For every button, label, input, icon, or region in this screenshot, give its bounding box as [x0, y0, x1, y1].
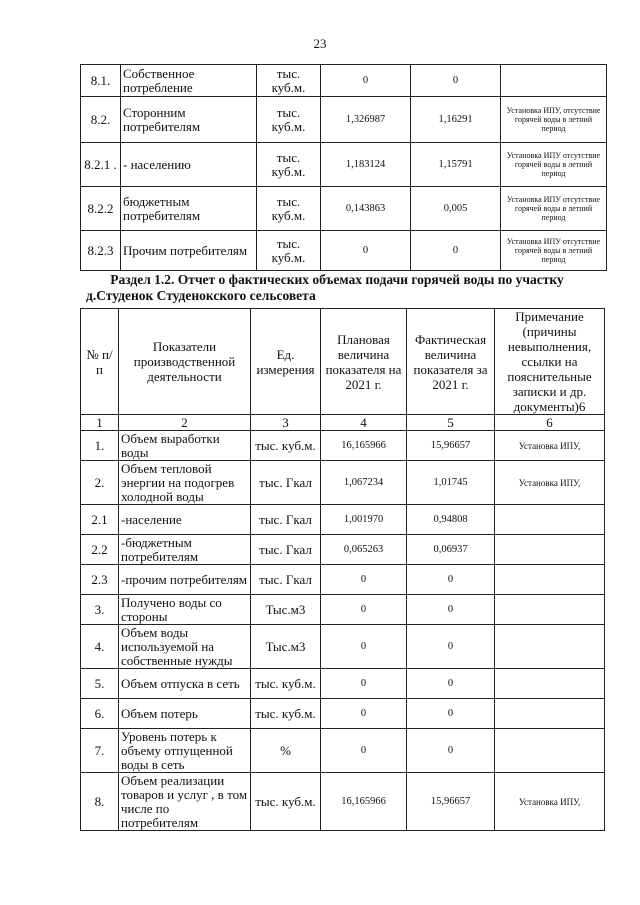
- table-row: [81, 97, 607, 143]
- table-row: [81, 699, 605, 729]
- row-note: [495, 535, 605, 565]
- row-name: -население: [119, 505, 251, 535]
- row-plan: 0: [321, 669, 407, 699]
- table-row: [81, 773, 605, 831]
- row-number: 8.2.2: [81, 187, 121, 231]
- row-number: 8.2.3: [81, 231, 121, 271]
- row-note: Установка ИПУ, отсутствие горячей воды в летний период: [501, 97, 607, 143]
- row-unit: тыс. куб.м.: [257, 97, 321, 143]
- row-plan: 1,001970: [321, 505, 407, 535]
- header-num: № п/п: [81, 309, 119, 415]
- row-note: [501, 65, 607, 97]
- row-number: 4.: [81, 625, 119, 669]
- row-number: 1.: [81, 431, 119, 461]
- table-row: [81, 143, 607, 187]
- row-plan: 0,065263: [321, 535, 407, 565]
- table-row: [81, 535, 605, 565]
- row-number: 8.2.: [81, 97, 121, 143]
- row-unit: тыс. Гкал: [251, 461, 321, 505]
- row-fact: 0: [407, 729, 495, 773]
- header-note: Примечание (причины невыполнения, ссылки на пояснительные записки и др. документы)6: [495, 309, 605, 415]
- row-fact: 15,96657: [407, 431, 495, 461]
- section-title: [72, 272, 602, 304]
- row-name: Объем потерь: [119, 699, 251, 729]
- row-note: Установка ИПУ отсутствие горячей воды в летний период: [501, 187, 607, 231]
- row-name: Объем отпуска в сеть: [119, 669, 251, 699]
- row-fact: 0: [411, 65, 501, 97]
- table-row: [81, 461, 605, 505]
- row-name: -прочим потребителям: [119, 565, 251, 595]
- page-number: 23: [313, 36, 327, 51]
- section-title-line1: Раздел 1.2. Отчет о фактических объемах подачи горячей воды по участку: [110, 272, 564, 287]
- row-number: 2.1: [81, 505, 119, 535]
- row-note: [495, 565, 605, 595]
- row-unit: тыс. куб.м.: [251, 431, 321, 461]
- row-unit: %: [251, 729, 321, 773]
- row-fact: 0: [411, 231, 501, 271]
- row-note: [495, 729, 605, 773]
- header-fact: Фактическая величина показателя за 2021 г.: [407, 309, 495, 415]
- row-fact: 0,005: [411, 187, 501, 231]
- row-fact: 0: [407, 699, 495, 729]
- column-number-row: [81, 415, 605, 431]
- table-row: [81, 729, 605, 773]
- row-plan: 1,326987: [321, 97, 411, 143]
- row-plan: 1,183124: [321, 143, 411, 187]
- row-name: Объем воды используемой на собственные нужды: [119, 625, 251, 669]
- table-row: [81, 187, 607, 231]
- row-plan: 0: [321, 729, 407, 773]
- col-number: 5: [407, 415, 495, 431]
- table-row: [81, 65, 607, 97]
- row-plan: 16,165966: [321, 431, 407, 461]
- row-name: - населению: [121, 143, 257, 187]
- row-unit: Тыс.м3: [251, 625, 321, 669]
- row-unit: тыс. куб.м.: [251, 669, 321, 699]
- row-number: 2.2: [81, 535, 119, 565]
- row-plan: 0: [321, 565, 407, 595]
- row-fact: 0: [407, 565, 495, 595]
- row-fact: 0: [407, 669, 495, 699]
- row-note: Установка ИПУ отсутствие горячей воды в летний период: [501, 143, 607, 187]
- row-plan: 0: [321, 625, 407, 669]
- row-unit: тыс. куб.м.: [257, 187, 321, 231]
- row-note: [495, 669, 605, 699]
- row-fact: 0,06937: [407, 535, 495, 565]
- row-number: 5.: [81, 669, 119, 699]
- row-number: 3.: [81, 595, 119, 625]
- col-number: 4: [321, 415, 407, 431]
- table-row: [81, 595, 605, 625]
- row-name: бюджетным потребителям: [121, 187, 257, 231]
- header-name: Показатели производственной деятельности: [119, 309, 251, 415]
- table-row: [81, 431, 605, 461]
- row-plan: 0,143863: [321, 187, 411, 231]
- table-row: [81, 505, 605, 535]
- hot-water-report-table: [80, 308, 605, 831]
- row-note: [495, 625, 605, 669]
- water-consumers-table: [80, 64, 607, 271]
- row-name: Объем реализации товаров и услуг , в том числе по потребителям: [119, 773, 251, 831]
- row-unit: тыс. куб.м.: [257, 231, 321, 271]
- row-name: Собственное потребление: [121, 65, 257, 97]
- row-plan: 0: [321, 595, 407, 625]
- row-unit: тыс. Гкал: [251, 565, 321, 595]
- row-fact: 1,15791: [411, 143, 501, 187]
- row-unit: тыс. Гкал: [251, 505, 321, 535]
- row-fact: 15,96657: [407, 773, 495, 831]
- row-note: Установка ИПУ отсутствие горячей воды в летний период: [501, 231, 607, 271]
- row-unit: тыс. куб.м.: [257, 143, 321, 187]
- row-number: 8.1.: [81, 65, 121, 97]
- row-note: [495, 505, 605, 535]
- row-plan: 0: [321, 231, 411, 271]
- row-plan: 0: [321, 65, 411, 97]
- row-name: Сторонним потребителям: [121, 97, 257, 143]
- row-unit: тыс. Гкал: [251, 535, 321, 565]
- row-unit: тыс. куб.м.: [251, 773, 321, 831]
- row-note: [495, 699, 605, 729]
- table-row: [81, 625, 605, 669]
- row-name: Объем выработки воды: [119, 431, 251, 461]
- col-number: 2: [119, 415, 251, 431]
- row-name: Объем тепловой энергии на подогрев холодной воды: [119, 461, 251, 505]
- row-name: Прочим потребителям: [121, 231, 257, 271]
- row-name: Уровень потерь к объему отпущенной воды в сеть: [119, 729, 251, 773]
- row-unit: тыс. куб.м.: [251, 699, 321, 729]
- row-note: Установка ИПУ,: [495, 773, 605, 831]
- row-name: -бюджетным потребителям: [119, 535, 251, 565]
- table-row: [81, 565, 605, 595]
- header-unit: Ед. измерения: [251, 309, 321, 415]
- row-note: Установка ИПУ,: [495, 431, 605, 461]
- col-number: 3: [251, 415, 321, 431]
- row-plan: 0: [321, 699, 407, 729]
- row-fact: 0,94808: [407, 505, 495, 535]
- row-fact: 1,16291: [411, 97, 501, 143]
- row-number: 7.: [81, 729, 119, 773]
- row-unit: тыс. куб.м.: [257, 65, 321, 97]
- row-fact: 0: [407, 625, 495, 669]
- table-row: [81, 231, 607, 271]
- row-number: 8.: [81, 773, 119, 831]
- row-plan: 1,067234: [321, 461, 407, 505]
- section-title-line2: д.Студенок Студенокского сельсовета: [86, 288, 316, 303]
- row-unit: Тыс.м3: [251, 595, 321, 625]
- row-fact: 0: [407, 595, 495, 625]
- row-name: Получено воды со стороны: [119, 595, 251, 625]
- col-number: 6: [495, 415, 605, 431]
- row-note: Установка ИПУ,: [495, 461, 605, 505]
- header-row: [81, 309, 605, 415]
- header-plan: Плановая величина показателя на 2021 г.: [321, 309, 407, 415]
- row-number: 2.3: [81, 565, 119, 595]
- row-number: 2.: [81, 461, 119, 505]
- table-row: [81, 669, 605, 699]
- row-note: [495, 595, 605, 625]
- row-number: 8.2.1 .: [81, 143, 121, 187]
- row-number: 6.: [81, 699, 119, 729]
- row-plan: 16,165966: [321, 773, 407, 831]
- row-fact: 1,01745: [407, 461, 495, 505]
- col-number: 1: [81, 415, 119, 431]
